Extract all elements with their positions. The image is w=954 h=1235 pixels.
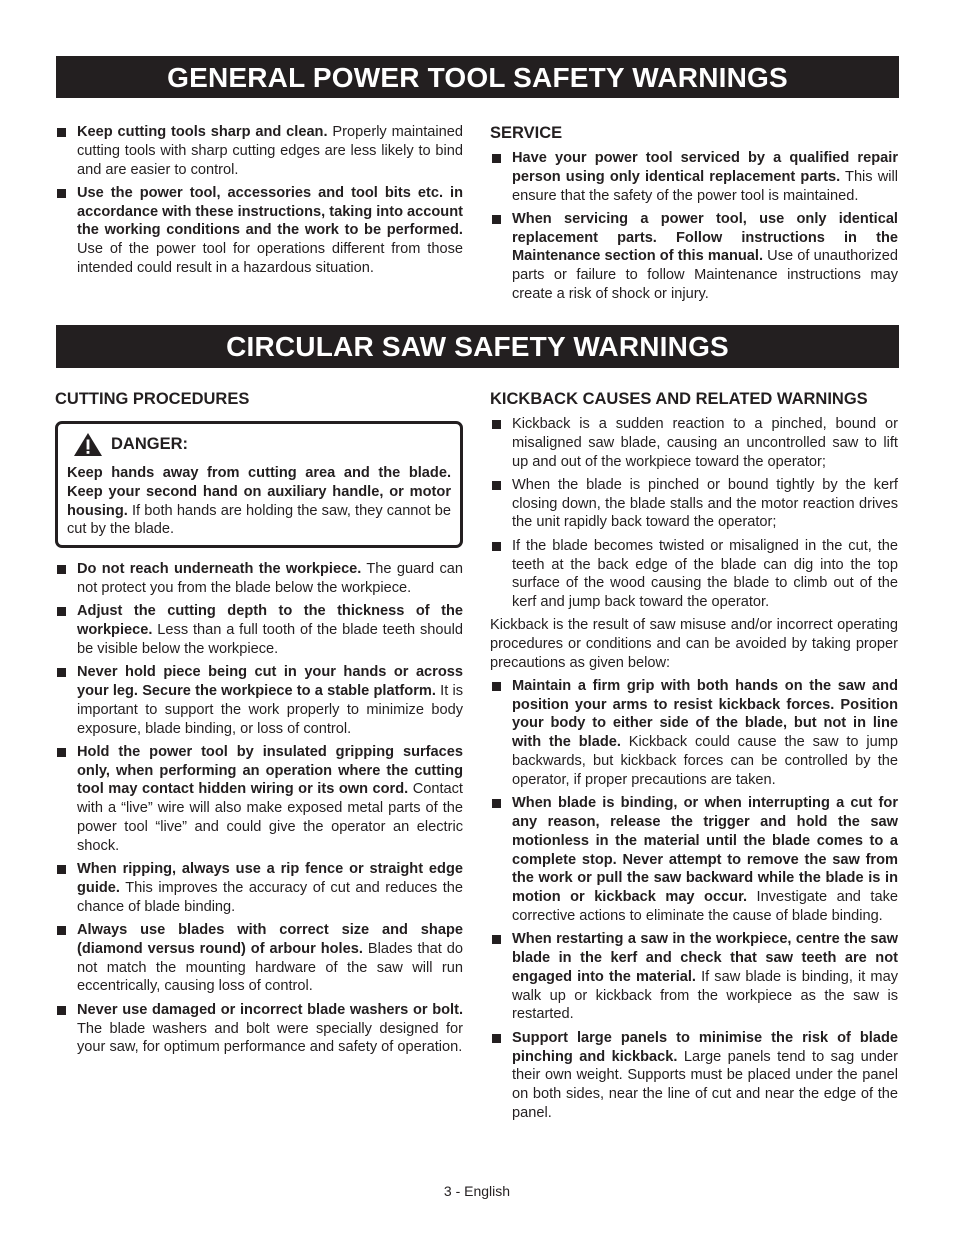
list-item	[490, 210, 898, 304]
square-bullet-icon	[492, 542, 501, 551]
item-text: This improves the accuracy of cut and reduces the chance of blade binding.	[77, 879, 463, 915]
item-text: Kickback could cause the saw to jump backwards, but kickback forces can be controlled by the operator, if proper precautions are taken.	[512, 734, 898, 788]
danger-bold-text: Keep hands away from cutting area and the blade. Keep your second hand on auxiliary handle, or motor housing.	[67, 465, 451, 519]
item-text: Large panels tend to sag under their own weight. Supports must be placed under the panel on both sides, near the line of cut and near the edge of the panel.	[512, 1048, 898, 1121]
item-bold-text: When restarting a saw in the workpiece, centre the saw blade in the kerf and check that saw teeth are not engaged into the material.	[512, 931, 898, 985]
danger-text	[67, 464, 451, 539]
page-footer: 3 - English	[443, 1183, 511, 1199]
item-bold-text: Never use damaged or incorrect blade washers or bolt.	[77, 1001, 463, 1018]
item-text: If the blade becomes twisted or misaligned in the cut, the teeth at the back edge of the blade can dig into the top surface of the wood causing the blade to climb out of the kerf and jump back toward the operator.	[512, 537, 898, 611]
general-left-column	[55, 123, 463, 282]
item-bold-text: Adjust the cutting depth to the thickness of the workpiece.	[77, 603, 463, 639]
square-bullet-icon	[57, 1006, 66, 1015]
square-bullet-icon	[492, 420, 501, 429]
item-text: Properly maintained cutting tools with sharp cutting edges are less likely to bind and are easier to control.	[77, 124, 463, 178]
list-item	[55, 560, 463, 598]
item-text: The guard can not protect you from the blade below the workpiece.	[77, 561, 463, 596]
kickback-precautions-list	[490, 677, 898, 1123]
item-text: Less than a full tooth of the blade teeth should be visible below the workpiece.	[77, 622, 463, 657]
kickback-causes-list	[490, 415, 898, 612]
general-warnings-list	[55, 123, 463, 278]
cutting-procedures-heading: CUTTING PROCEDURES	[55, 390, 250, 408]
item-bold-text: Hold the power tool by insulated gripping surfaces only, when performing an operation where the cutting tool may contact hidden wiring or its own cord.	[77, 743, 463, 798]
kickback-intro: Kickback is the result of saw misuse and/or incorrect operating procedures or conditions and can be avoided by taking proper precautions as given below:	[490, 617, 898, 672]
item-text: If saw blade is binding, it may walk up or kickback from the workpiece as the saw is restarted.	[512, 968, 898, 1023]
danger-header	[73, 432, 451, 457]
danger-body-text: If both hands are holding the saw, they cannot be cut by the blade.	[67, 502, 451, 538]
item-bold-text: Have your power tool serviced by a qualified repair person using only identical replacement parts.	[512, 150, 898, 185]
general-safety-banner: GENERAL POWER TOOL SAFETY WARNINGS	[56, 56, 899, 98]
list-item	[490, 794, 898, 926]
item-bold-text: Always use blades with correct size and shape (diamond versus round) of arbour holes.	[77, 922, 463, 957]
list-item	[490, 149, 898, 205]
square-bullet-icon	[492, 215, 501, 224]
list-item	[55, 860, 463, 916]
cutting-procedures-section	[55, 389, 463, 1062]
danger-box	[55, 421, 463, 548]
square-bullet-icon	[57, 565, 66, 574]
item-text: Investigate and take corrective actions to eliminate the cause of blade binding.	[512, 889, 898, 924]
service-heading: SERVICE	[490, 124, 563, 142]
service-section	[490, 123, 898, 308]
service-list	[490, 149, 898, 304]
item-bold-text: Keep cutting tools sharp and clean.	[77, 124, 328, 140]
square-bullet-icon	[492, 682, 501, 691]
item-text: Kickback is a sudden reaction to a pinched, bound or misaligned saw blade, causing an uncontrolled saw to lift up and out of the workpiece toward the operator;	[512, 416, 898, 470]
square-bullet-icon	[492, 935, 501, 944]
list-item	[55, 1001, 463, 1057]
list-item	[490, 1029, 898, 1123]
item-bold-text: Never hold piece being cut in your hands or across your leg. Secure the workpiece to a stable platform.	[77, 664, 463, 699]
square-bullet-icon	[492, 799, 501, 808]
item-text: This will ensure that the safety of the power tool is maintained.	[512, 168, 898, 204]
item-text: Contact with a “live” wire will also make exposed metal parts of the power tool “live” and could give the operator an electric shock.	[77, 781, 463, 854]
square-bullet-icon	[57, 189, 66, 198]
item-text: Use of unauthorized parts or failure to follow Maintenance instructions may create a risk of shock or injury.	[512, 248, 899, 303]
square-bullet-icon	[492, 481, 501, 490]
square-bullet-icon	[57, 607, 66, 616]
list-item	[490, 930, 898, 1024]
list-item	[55, 921, 463, 996]
list-item	[490, 476, 898, 532]
kickback-heading: KICKBACK CAUSES AND RELATED WARNINGS	[490, 390, 868, 408]
warning-triangle-icon	[73, 432, 103, 457]
item-bold-text: Use the power tool, accessories and tool bits etc. in accordance with these instructions, taking into account the working conditions and the work to be performed.	[77, 184, 463, 239]
list-item	[55, 184, 463, 278]
list-item	[490, 537, 898, 612]
square-bullet-icon	[57, 748, 66, 757]
list-item	[490, 677, 898, 790]
list-item	[490, 415, 898, 471]
list-item	[55, 663, 463, 738]
square-bullet-icon	[57, 668, 66, 677]
cutting-procedures-list	[55, 560, 463, 1057]
item-text: The blade washers and bolt were specially designed for your saw, for optimum performance and safety of operation.	[77, 1020, 463, 1056]
item-text: Use of the power tool for operations different from those intended could result in a hazardous situation.	[77, 241, 463, 277]
item-bold-text: Maintain a firm grip with both hands on the saw and position your arms to resist kickback forces. Position your body to either side of the blade, but not in line with the blade.	[512, 677, 898, 751]
list-item	[55, 602, 463, 658]
square-bullet-icon	[57, 865, 66, 874]
square-bullet-icon	[57, 926, 66, 935]
list-item	[55, 123, 463, 179]
item-text: It is important to support the work properly to minimize body exposure, blade binding, or loss of control.	[77, 682, 463, 737]
square-bullet-icon	[492, 1034, 501, 1043]
danger-label: DANGER:	[111, 435, 188, 453]
item-bold-text: When ripping, always use a rip fence or straight edge guide.	[77, 861, 463, 896]
circular-saw-banner: CIRCULAR SAW SAFETY WARNINGS	[56, 325, 899, 368]
square-bullet-icon	[492, 154, 501, 163]
item-text: Blades that do not match the mounting hardware of the saw will run eccentrically, causing loss of control.	[77, 940, 463, 995]
item-bold-text: When blade is binding, or when interrupting a cut for any reason, release the trigger and hold the saw motionless in the material until the blade comes to a complete stop. Never attempt to remove the saw from the work or pull the saw backward while the blade is in motion or kickback may occur.	[512, 795, 898, 906]
item-text: When the blade is pinched or bound tightly by the kerf closing down, the blade stalls and the motor reaction drives the unit rapidly back toward the operator;	[512, 476, 898, 531]
kickback-section	[490, 389, 898, 1127]
list-item	[55, 743, 463, 856]
item-bold-text: Do not reach underneath the workpiece.	[77, 561, 362, 578]
item-bold-text: Support large panels to minimise the risk of blade pinching and kickback.	[512, 1029, 898, 1065]
square-bullet-icon	[57, 128, 66, 137]
item-bold-text: When servicing a power tool, use only identical replacement parts. Follow instructions in the Maintenance section of this manual.	[512, 210, 898, 265]
